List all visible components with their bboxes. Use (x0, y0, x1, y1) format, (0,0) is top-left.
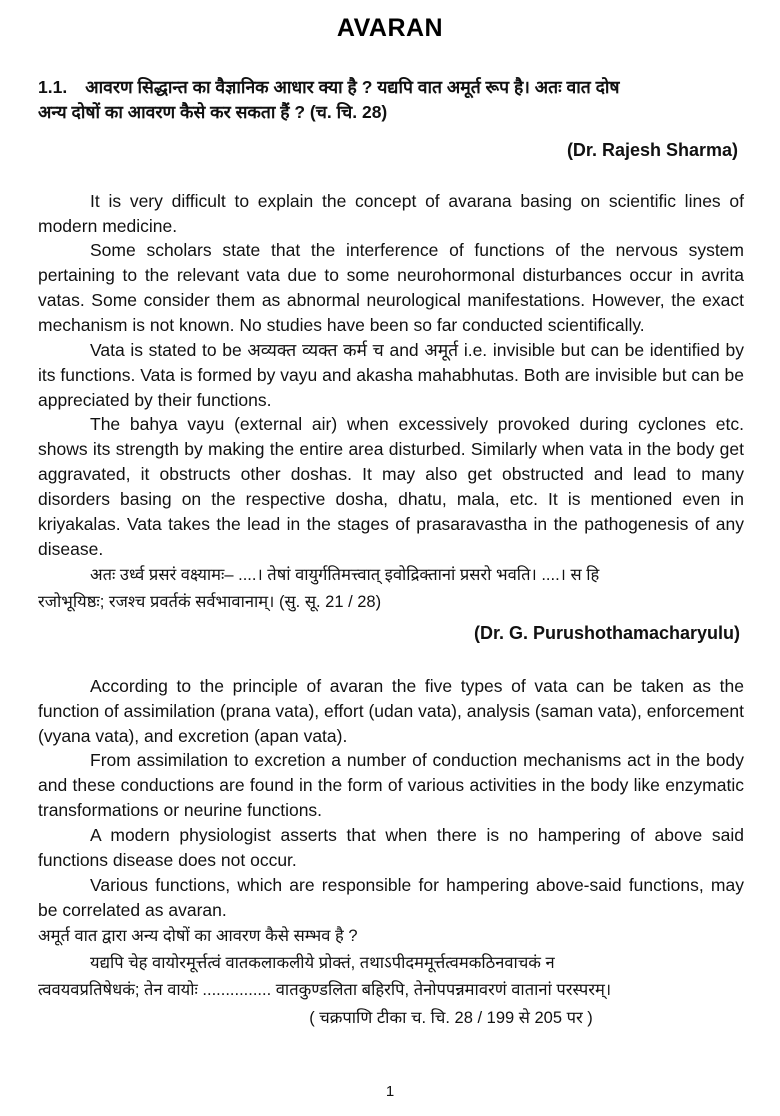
question-attribution: (Dr. Rajesh Sharma) (566, 139, 738, 160)
answer1-paragraph-1: It is very difficult to explain the concept of avarana basing on scientific lines of modern medicine. (38, 190, 744, 236)
document-page (0, 8, 780, 1116)
answer1-attribution: (Dr. G. Purushothamacharyulu) (473, 622, 740, 643)
answer2-citation: ( चक्रपाणि टीका च. चि. 28 / 199 से 205 पर ) (309, 1008, 593, 1027)
section-spacer (38, 644, 744, 674)
answer1-bahya-paragraph: The bahya vayu (external air) when excessively provoked during cyclones etc. shows its strength by making the entire area disturbed. Similarly when vata in the body get aggravated, it obstructs other doshas. It may also get obstructed and lead to many disorders basing on the respective dosha, dhatu, mala, etc. It is mentioned even in kriyakalas. Vata takes the lead in the stages of prasaravastha in the pathogenesis of any disease. (38, 414, 744, 559)
question-number: 1.1. (38, 77, 68, 97)
vata-middle-text: and (383, 339, 425, 360)
answer2-paragraph-4: Various functions, which are responsible for hampering above-said functions, may be correlated as avaran. (38, 874, 744, 920)
document-body (0, 75, 780, 1028)
page-title: AVARAN (336, 14, 444, 42)
answer2-sanskrit-quote-line2: त्ववयवप्रतिषेधकं; तेन वायोः ............... वातकुण्डलिता बहिरपि, तेनोपपन्नमावरणं वातानां परस्परम्। (38, 980, 612, 999)
answer2-paragraph-3: A modern physiologist asserts that when there is no hampering of above said functions disease does not occur. (38, 824, 744, 870)
answer2-sanskrit-quote-line1: यद्यपि चेह वायोरमूर्त्तत्वं वातकलाकलीये प्रोक्तं, तथाऽपीदममूर्त्तत्वमकठिनवाचकं न (90, 954, 555, 973)
answer2-sanskrit-question: अमूर्त वात द्वारा अन्य दोषों का आवरण कैसे सम्भव है ? (38, 927, 358, 946)
answer2-paragraph-1: According to the principle of avaran the five types of vata can be taken as the function of assimilation (prana vata), effort (udan vata), analysis (saman vata), enforcement (vyana vata), and excretion (apan vata). (38, 675, 744, 746)
vata-tail-text: i.e. invisible but can be identified by its functions. Vata is formed by vayu and akasha mahabhutas. Both are invisible but can be appreciated by their functions. (38, 339, 744, 410)
answer1-sanskrit-quote-line2: रजोभूयिष्ठः; रजश्च प्रवर्तकं सर्वभावानाम्। (सु. सू. 21 / 28) (38, 593, 382, 612)
vata-sanskrit-2: अमूर्त (424, 339, 459, 360)
answer2-paragraph-2: From assimilation to excretion a number of conduction mechanisms act in the body and these conductions are found in the form of various activities in the body like enzymatic transformations or neurine functions. (38, 750, 744, 821)
vata-lead-text: Vata is stated to be (90, 339, 248, 360)
answer1-paragraph-2: Some scholars state that the interference of functions of the nervous system pertaining to the relevant vata due to some neurohormonal disturbances occur in avrita vatas. Some consider them as abnormal neurological manifestations. However, the exact mechanism is not known. No studies have been so far conducted scientifically. (38, 240, 744, 335)
question-block (38, 75, 744, 126)
answer1-sanskrit-quote-line1: अतः उर्ध्व प्रसरं वक्ष्यामः– ....। तेषां वायुर्गतिमत्त्वात् इवोद्रिक्तानां प्रसरो भवति। ....। स हि (90, 566, 600, 585)
vata-sanskrit-1: अव्यक्त व्यक्त कर्म च (247, 339, 384, 360)
answer1-vata-paragraph (38, 338, 744, 413)
question-text-line1: आवरण सिद्धान्त का वैज्ञानिक आधार क्या है ? यद्यपि वात अमूर्त रूप है। अतः वात दोष (85, 77, 620, 97)
page-number: 1 (385, 1083, 395, 1100)
question-text-line2: अन्य दोषों का आवरण कैसे कर सकता हैं ? (च. चि. 28) (38, 102, 388, 123)
